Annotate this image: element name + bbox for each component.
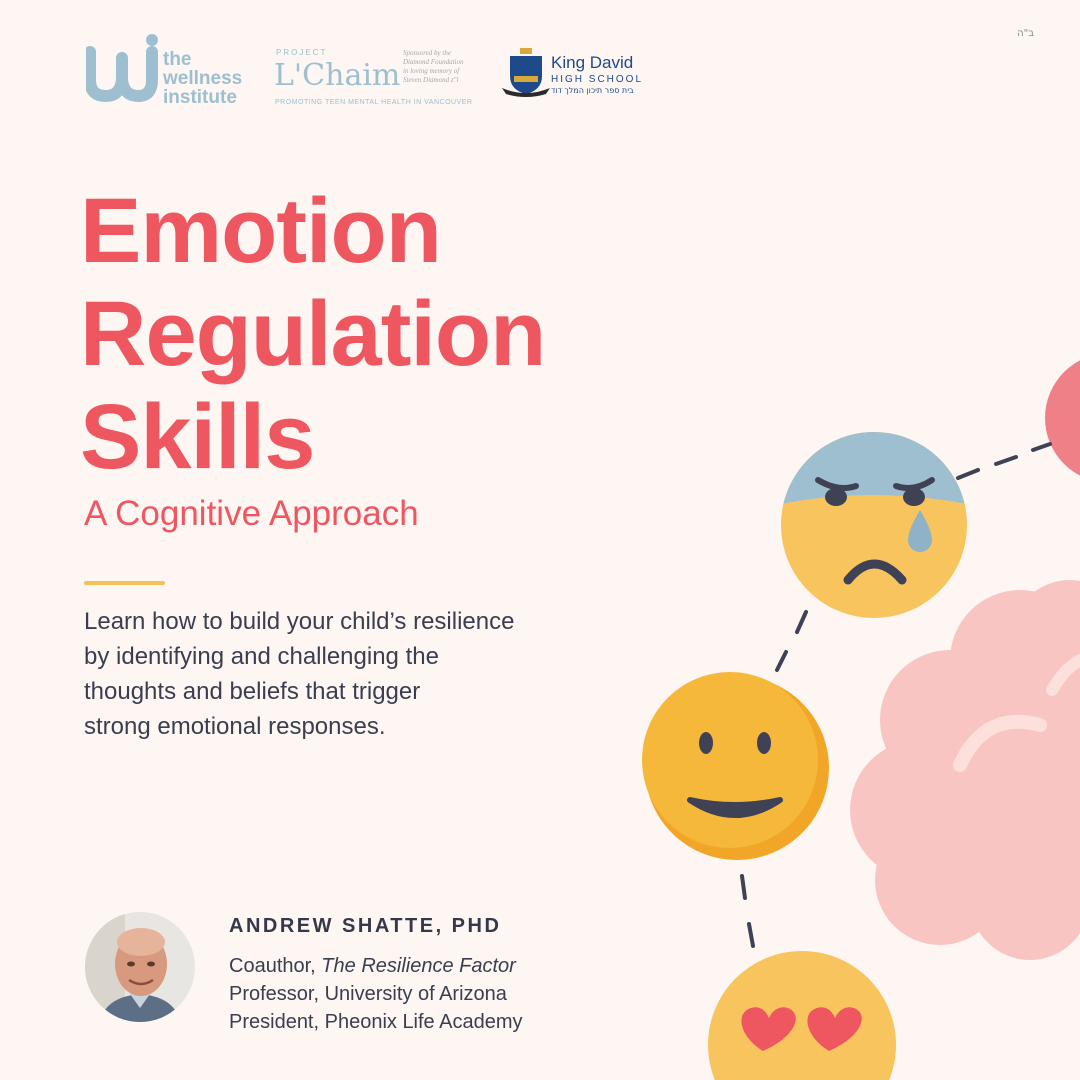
speaker-role: Coauthor, [229,955,322,977]
description-line: strong emotional responses. [84,713,386,740]
speaker-photo [85,912,195,1022]
red-circle-icon [1045,353,1080,483]
dashed-path [742,444,1050,946]
speaker-line-1 [229,952,523,980]
lchaim-project-label: PROJECT [276,48,328,57]
wellness-institute-wordmark [163,50,242,107]
wi-line-2: wellness [163,68,243,89]
king-david-hebrew: בית ספר תיכון המלך דוד [551,86,634,95]
sponsor-line: in loving memory of [403,67,460,75]
speaker-credentials [229,952,523,1036]
king-david-sub: HIGH SCHOOL [551,74,644,85]
lchaim-tagline: PROMOTING TEEN MENTAL HEALTH IN VANCOUVER [275,99,473,106]
subtitle: A Cognitive Approach [84,494,419,533]
speaker-book-title: The Resilience Factor [321,955,516,977]
title-line: Skills [80,386,315,488]
heart-eyes-emoji-icon [708,951,896,1080]
title-line: Emotion [80,180,441,282]
king-david-name: King David [551,53,634,72]
wi-line-3: institute [163,87,237,108]
description-line: Learn how to build your child’s resilience [84,608,515,635]
brain-icon [850,580,1080,960]
sad-crying-emoji-icon [781,432,967,618]
smiling-emoji-icon [642,672,829,860]
title-line: Regulation [80,283,546,385]
page-title [80,180,700,489]
wi-line-1: the [163,49,192,70]
description [84,604,564,744]
sponsor-line: Sponsored by the [403,49,451,57]
king-david-crest-icon [500,46,552,98]
divider [84,581,165,585]
speaker-line-3: President, Pheonix Life Academy [229,1011,523,1033]
description-line: thoughts and beliefs that trigger [84,678,421,705]
corner-mark: ב"ה [1017,28,1034,39]
lchaim-sponsor-text [403,49,489,85]
lchaim-name: L'Chaim [274,58,401,93]
sponsor-line: Diamond Foundation [403,58,464,66]
speaker-name: ANDREW SHATTE, PHD [229,915,502,937]
speaker-line-2: Professor, University of Arizona [229,983,507,1005]
description-line: by identifying and challenging the [84,643,439,670]
sponsor-line: Steven Diamond z"l [403,76,459,84]
